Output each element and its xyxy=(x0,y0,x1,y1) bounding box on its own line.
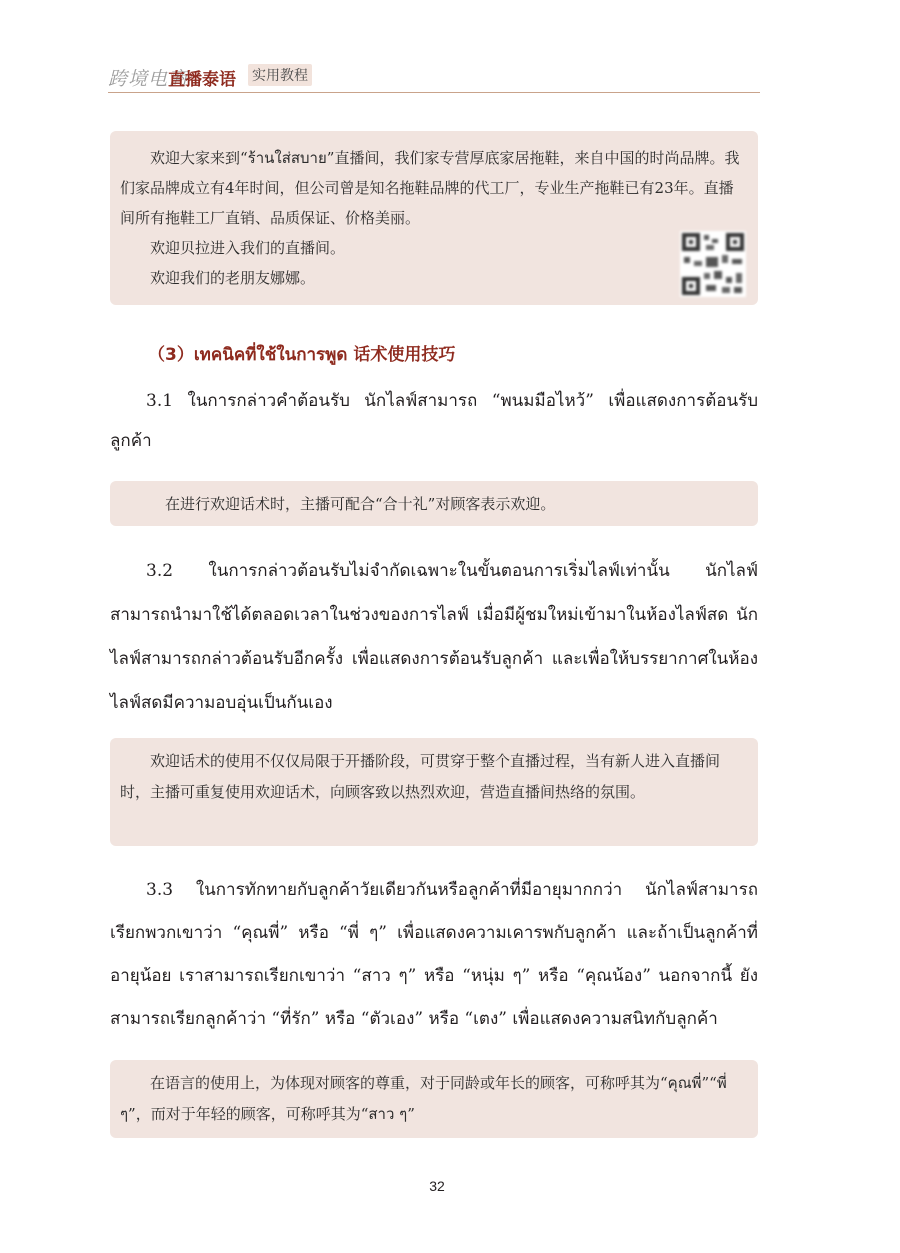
paragraph-text: 3.3 ในการทักทายกับลูกค้าวัยเดียวกันหรือลูกค้าที่มีอายุมากกว่า นักไลฟ์สามารถเรียกพวกเขาว่า “คุณพี่” หรือ “พี่ ๆ” เพื่อแสดงความเคารพกับลูกค้า และถ้าเป็นลูกค้าที่อายุน้อย เราสามารถเรียกเขาว่า “สาว ๆ” หรือ “หนุ่ม ๆ” หรือ “คุณน้อง” นอกจากนี้ ยังสามารถเรียกลูกค้าว่า “ที่รัก” หรือ “ตัวเอง” หรือ “เตง” เพื่อแสดงความสนิทกับลูกค้า xyxy=(110,880,758,1029)
section-title-chinese: 话术使用技巧 xyxy=(353,345,456,365)
paragraph-text: 3.1 ในการกล่าวคำต้อนรับ นักไลฟ์สามารถ “พนมมือไหว้” เพื่อแสดงการต้อนรับลูกค้า xyxy=(110,391,758,451)
paragraph-text: 3.2 ในการกล่าวต้อนรับไม่จำกัดเฉพาะในขั้นตอนการเริ่มไลฟ์เท่านั้น นักไลฟ์สามารถนำมาใช้ได้ตลอดเวลาในช่วงของการไลฟ์ เมื่อมีผู้ชมใหม่เข้ามาในห้องไลฟ์สด นักไลฟ์สามารถกล่าวต้อนรับอีกครั้ง เพื่อแสดงการต้อนรับลูกค้า และเพื่อให้บรรยากาศในห้องไลฟ์สดมีความอบอุ่นเป็นกันเอง xyxy=(110,561,758,713)
chinese-note-box xyxy=(110,738,758,846)
section-heading xyxy=(148,340,455,368)
thai-paragraph-3-1 xyxy=(110,381,758,461)
qr-code-icon xyxy=(680,231,746,297)
note-text: 在语言的使用上，为体现对顾客的尊重，对于同龄或年长的顾客，可称呼其为“คุณพี่”“พี่ ๆ”，而对于年轻的顾客，可称呼其为“สาว ๆ” xyxy=(120,1074,727,1123)
running-header xyxy=(108,62,760,93)
thai-paragraph-3-2 xyxy=(110,549,758,725)
chinese-example-box xyxy=(110,131,758,305)
section-number: （3） xyxy=(148,345,194,365)
example-paragraph: 欢迎大家来到“ร้านใส่สบาย”直播间，我们家专营厚底家居拖鞋，来自中国的时尚品牌。我们家品牌成立有4年时间，但公司曾是知名拖鞋品牌的代工厂，专业生产拖鞋已有23年。直播间所有拖鞋工厂直销、品质保证、价格美丽。 xyxy=(120,149,740,227)
example-paragraph: 欢迎贝拉进入我们的直播间。 xyxy=(150,239,346,257)
chinese-note-box xyxy=(110,481,758,526)
note-text: 在进行欢迎话术时，主播可配合“合十礼”对顾客表示欢迎。 xyxy=(165,495,556,513)
note-text: 欢迎话术的使用不仅仅局限于开播阶段，可贯穿于整个直播过程，当有新人进入直播间时，主播可重复使用欢迎话术，向顾客致以热烈欢迎，营造直播间热络的氛围。 xyxy=(120,752,721,801)
book-subtitle: 实用教程 xyxy=(248,64,312,86)
series-title: 跨境电商 xyxy=(108,68,189,90)
section-title-thai: เทคนิคที่ใช้ในการพูด xyxy=(193,345,348,365)
example-paragraph: 欢迎我们的老朋友娜娜。 xyxy=(150,269,316,287)
thai-paragraph-3-3 xyxy=(110,869,758,1041)
page-number: 32 xyxy=(429,1178,445,1194)
chinese-note-box xyxy=(110,1060,758,1138)
book-title: 直播泰语 xyxy=(168,70,236,90)
